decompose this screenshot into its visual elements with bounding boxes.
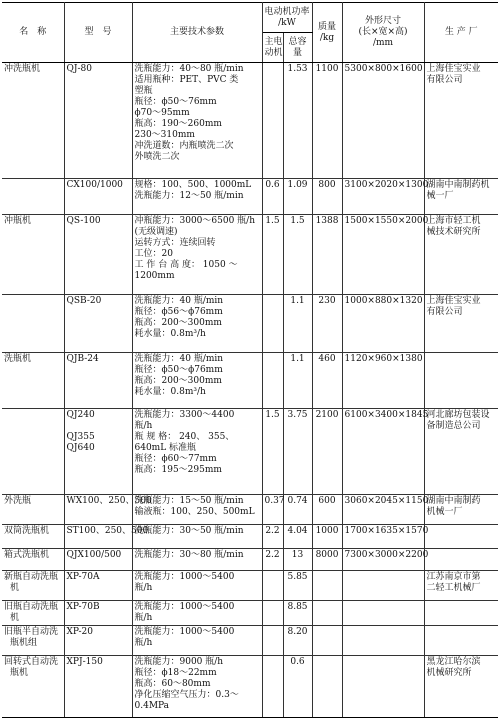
param-line: 工 作 台 高 度： 1050 ～ bbox=[134, 260, 238, 270]
header-mass-unit: /kg bbox=[319, 32, 335, 43]
param-line: 冲瓶能力：3000～6500 瓶/h bbox=[134, 216, 255, 226]
model-number bbox=[64, 571, 132, 601]
technical-params bbox=[132, 525, 262, 549]
manufacturer-line: 黑龙江哈尔滨 bbox=[426, 657, 481, 667]
dimensions: 5300×800×1600 bbox=[342, 63, 424, 179]
param-line: 耗水量：0.8m³/h bbox=[134, 329, 206, 339]
power-total: 1.09 bbox=[283, 179, 312, 215]
param-line: 规格：100、500、1000mL bbox=[134, 180, 252, 190]
param-line: 洗瓶能力：15～50 瓶/min bbox=[134, 496, 244, 506]
mass: 1100 bbox=[312, 63, 342, 179]
equipment-name bbox=[2, 409, 64, 495]
manufacturer bbox=[424, 656, 498, 718]
table-row bbox=[2, 656, 498, 718]
model-line: ST100、250、500 bbox=[66, 526, 149, 536]
technical-params bbox=[132, 295, 262, 353]
param-line: ϕ70～95mm bbox=[134, 108, 190, 118]
model-line: XP-20 bbox=[66, 627, 93, 637]
param-line: 瓶 规 格： 240、 355、 bbox=[134, 432, 235, 442]
model-number bbox=[64, 549, 132, 571]
param-line: 塑瓶 bbox=[134, 86, 153, 96]
manufacturer-line: 上海佳宝实业 bbox=[426, 296, 481, 306]
power-total: 8.20 bbox=[283, 626, 312, 656]
model-number bbox=[64, 495, 152, 525]
manufacturer bbox=[424, 601, 498, 626]
param-line: 净化压缩空气压力：0.3～ bbox=[134, 690, 239, 700]
mass bbox=[312, 571, 342, 601]
equipment-name bbox=[2, 295, 64, 353]
manufacturer-line: 江苏南京市第 bbox=[426, 572, 481, 582]
param-line: 工位：20 bbox=[134, 249, 173, 259]
mass: 800 bbox=[312, 179, 342, 215]
param-line: 瓶/h bbox=[134, 583, 153, 593]
manufacturer-line: 机械一厂 bbox=[426, 507, 463, 517]
table-row bbox=[2, 601, 498, 626]
param-line: 瓶径：ϕ50～ϕ76mm bbox=[134, 365, 223, 375]
header-mass-label: 质量 bbox=[318, 21, 337, 32]
header-dims-unit: /mm bbox=[372, 38, 394, 48]
header-power bbox=[262, 3, 312, 33]
power-total: 5.85 bbox=[283, 571, 312, 601]
power-total: 1.1 bbox=[283, 353, 312, 409]
param-line: 输液瓶：100、250、500mL bbox=[134, 507, 255, 517]
dimensions bbox=[342, 626, 424, 656]
header-dims-label: 外形尺寸 bbox=[365, 16, 402, 26]
manufacturer bbox=[424, 525, 498, 549]
table-row bbox=[2, 353, 498, 409]
param-line: 230～310mm bbox=[134, 130, 195, 140]
header-name: 名 称 bbox=[2, 3, 64, 63]
power-main-motor: 0.6 bbox=[262, 179, 283, 215]
header-power-main-line1: 主电 bbox=[264, 36, 283, 47]
power-total: 0.6 bbox=[283, 656, 312, 718]
technical-params bbox=[132, 409, 262, 495]
param-line: 瓶径：ϕ18～22mm bbox=[134, 668, 217, 678]
model-number bbox=[64, 295, 132, 353]
equipment-name: 新瓶自动洗瓶机 bbox=[2, 571, 64, 601]
table-row bbox=[2, 525, 498, 549]
power-total: 4.04 bbox=[283, 525, 312, 549]
param-line: 洗瓶能力：40 瓶/min bbox=[134, 296, 224, 306]
header-model: 型 号 bbox=[64, 3, 132, 63]
dimensions: 3100×2020×1300 bbox=[342, 179, 424, 215]
mass: 600 bbox=[312, 495, 342, 525]
param-line: 耗水量：0.8m³/h bbox=[134, 387, 206, 397]
equipment-name: 旧瓶半自动洗瓶机组 bbox=[2, 626, 64, 656]
header-dims-formula: (长×宽×高) bbox=[358, 27, 408, 37]
model-line: QJ240 bbox=[66, 410, 95, 420]
technical-params bbox=[132, 495, 262, 525]
param-line: 适用瓶种：PET、PVC 类 bbox=[134, 75, 239, 85]
power-main-motor bbox=[262, 601, 283, 626]
power-total: 1.1 bbox=[283, 295, 312, 353]
power-total: 0.74 bbox=[283, 495, 312, 525]
model-line: QJB-24 bbox=[66, 354, 99, 364]
param-line: 瓶/h bbox=[134, 638, 153, 648]
param-line: 洗瓶能力：9000 瓶/h bbox=[134, 657, 224, 667]
power-main-motor bbox=[262, 571, 283, 601]
power-main-motor: 0.37 bbox=[262, 495, 283, 525]
equipment-name: 洗瓶机 bbox=[2, 353, 64, 409]
model-line: QS-100 bbox=[66, 216, 101, 226]
model-line: QJ355 bbox=[66, 432, 95, 442]
table-row bbox=[2, 409, 498, 495]
param-line: 洗瓶能力：40 瓶/min bbox=[134, 354, 224, 364]
param-line: 洗瓶能力：3300～4400 bbox=[134, 410, 235, 420]
manufacturer bbox=[424, 215, 498, 295]
manufacturer bbox=[424, 495, 498, 525]
header-mass bbox=[312, 3, 342, 63]
dimensions: 1120×960×1380 bbox=[342, 353, 424, 409]
mass: 2100 bbox=[312, 409, 342, 495]
mass: 1000 bbox=[312, 525, 342, 549]
mass: 1388 bbox=[312, 215, 342, 295]
technical-params bbox=[132, 656, 262, 718]
table-row bbox=[2, 549, 498, 571]
equipment-name: 冲瓶机 bbox=[2, 215, 64, 295]
manufacturer bbox=[424, 571, 498, 601]
param-line: 瓶高：200～300mm bbox=[134, 376, 222, 386]
model-number bbox=[64, 63, 132, 179]
model-line: QSB-20 bbox=[66, 296, 102, 306]
technical-params bbox=[132, 63, 262, 179]
technical-params bbox=[132, 215, 262, 295]
table-header bbox=[2, 3, 498, 63]
param-line: 瓶/h bbox=[134, 421, 153, 431]
technical-params bbox=[132, 626, 262, 656]
model-line: XPJ-150 bbox=[66, 657, 103, 667]
equipment-name: 回转式自动洗瓶机 bbox=[2, 656, 64, 718]
power-main-motor: 1.5 bbox=[262, 409, 283, 495]
manufacturer-line: 河北廊坊包装设 bbox=[426, 410, 490, 420]
header-params: 主要技术参数 bbox=[132, 3, 262, 63]
param-line: 瓶径：ϕ60～77mm bbox=[134, 454, 217, 464]
mass: 460 bbox=[312, 353, 342, 409]
power-total: 13 bbox=[283, 549, 312, 571]
manufacturer-line: 有限公司 bbox=[426, 307, 463, 317]
model-number bbox=[64, 215, 132, 295]
header-power-unit: /kW bbox=[278, 17, 296, 28]
model-number bbox=[64, 601, 132, 626]
param-line: 外喷洗二次 bbox=[134, 152, 180, 162]
mass: 230 bbox=[312, 295, 342, 353]
param-line: 瓶径：ϕ56～ϕ76mm bbox=[134, 307, 223, 317]
param-line: 洗瓶能力：12～50 瓶/min bbox=[134, 191, 244, 201]
header-power-main-line2: 动机 bbox=[264, 47, 283, 58]
power-main-motor bbox=[262, 63, 283, 179]
param-line: 洗瓶能力：30～50 瓶/min bbox=[134, 526, 244, 536]
param-line: 0.4MPa bbox=[134, 701, 170, 711]
power-total: 8.85 bbox=[283, 601, 312, 626]
model-number bbox=[64, 179, 132, 215]
param-line: 运转方式：连续回转 bbox=[134, 238, 216, 248]
header-manufacturer: 生 产 厂 bbox=[424, 3, 498, 63]
manufacturer-line: 上海市轻工机 bbox=[426, 216, 481, 226]
mass bbox=[312, 656, 342, 718]
technical-params bbox=[132, 549, 262, 571]
manufacturer bbox=[424, 353, 498, 409]
model-number bbox=[64, 626, 132, 656]
equipment-name: 旧瓶自动洗瓶机 bbox=[2, 601, 64, 626]
dimensions bbox=[342, 571, 424, 601]
manufacturer bbox=[424, 549, 498, 571]
table-row bbox=[2, 295, 498, 353]
header-dims bbox=[342, 3, 424, 63]
table-row bbox=[2, 626, 498, 656]
header-power-main bbox=[262, 33, 283, 63]
param-line: 洗瓶能力：1000～5400 bbox=[134, 602, 235, 612]
manufacturer-line: 械一厂 bbox=[426, 191, 454, 201]
manufacturer-line: 湖南中南制药 bbox=[426, 496, 481, 506]
equipment-name: 箱式洗瓶机 bbox=[2, 549, 64, 571]
power-main-motor: 2.2 bbox=[262, 549, 283, 571]
model-line: XP-70B bbox=[66, 602, 100, 612]
table-row bbox=[2, 495, 498, 525]
technical-params bbox=[132, 601, 262, 626]
param-line: 瓶高：60～80mm bbox=[134, 679, 211, 689]
manufacturer bbox=[424, 63, 498, 179]
manufacturer bbox=[424, 409, 498, 495]
model-number bbox=[64, 353, 132, 409]
dimensions: 1000×880×1320 bbox=[342, 295, 424, 353]
technical-params bbox=[132, 571, 262, 601]
power-main-motor bbox=[262, 353, 283, 409]
power-total: 1.5 bbox=[283, 215, 312, 295]
dimensions: 3060×2045×1150 bbox=[342, 495, 424, 525]
model-line: XP-70A bbox=[66, 572, 100, 582]
param-line: 瓶高：190～260mm bbox=[134, 119, 222, 129]
power-main-motor bbox=[262, 626, 283, 656]
model-number bbox=[64, 656, 132, 718]
param-line: 瓶高：200～300mm bbox=[134, 318, 222, 328]
dimensions bbox=[342, 601, 424, 626]
power-main-motor: 2.2 bbox=[262, 525, 283, 549]
manufacturer bbox=[424, 626, 498, 656]
power-total: 1.53 bbox=[283, 63, 312, 179]
header-power-total: 总容量 bbox=[283, 33, 312, 63]
mass: 8000 bbox=[312, 549, 342, 571]
power-main-motor bbox=[262, 656, 283, 718]
dimensions: 6100×3400×1845 bbox=[342, 409, 424, 495]
equipment-name: 冲洗瓶机 bbox=[2, 63, 64, 179]
power-main-motor bbox=[262, 295, 283, 353]
param-line: 640mL 标准瓶 bbox=[134, 443, 197, 453]
param-line: 洗瓶能力：30～80 瓶/min bbox=[134, 550, 244, 560]
equipment-name: 外洗瓶 bbox=[2, 495, 64, 525]
table-row bbox=[2, 215, 498, 295]
equipment-name: 双筒洗瓶机 bbox=[2, 525, 64, 549]
model-line: QJX100/500 bbox=[66, 550, 122, 560]
equipment-name bbox=[2, 179, 64, 215]
model-spacer bbox=[67, 421, 130, 432]
param-line: 洗瓶能力：1000～5400 bbox=[134, 572, 235, 582]
model-line: CX100/1000 bbox=[66, 180, 123, 190]
mass bbox=[312, 626, 342, 656]
technical-params bbox=[132, 179, 262, 215]
table-row bbox=[2, 571, 498, 601]
technical-params bbox=[132, 353, 262, 409]
manufacturer-line: 上海佳宝实业 bbox=[426, 64, 481, 74]
manufacturer-line: 机械研究所 bbox=[426, 668, 472, 678]
power-total: 3.75 bbox=[283, 409, 312, 495]
dimensions bbox=[342, 656, 424, 718]
power-main-motor: 1.5 bbox=[262, 215, 283, 295]
param-line: 洗瓶能力：1000～5400 bbox=[134, 627, 235, 637]
param-line: 瓶高：195～295mm bbox=[134, 465, 222, 475]
manufacturer-line: 械技术研究所 bbox=[426, 227, 481, 237]
model-line: QJ640 bbox=[66, 443, 95, 453]
model-line: QJ-80 bbox=[66, 64, 92, 74]
param-line: 洗瓶能力：40～80 瓶/min bbox=[134, 64, 244, 74]
param-line: 冲洗道数：内瓶喷洗二次 bbox=[134, 141, 234, 151]
manufacturer-line: 湖南中南制药机 bbox=[426, 180, 490, 190]
table-row bbox=[2, 179, 498, 215]
param-line: (无级调速) bbox=[134, 227, 178, 237]
param-line: 1200mm bbox=[134, 271, 175, 281]
manufacturer bbox=[424, 295, 498, 353]
manufacturer-line: 二轻工机械厂 bbox=[426, 583, 481, 593]
dimensions: 1500×1550×2000 bbox=[342, 215, 424, 295]
manufacturer-line: 备制造总公司 bbox=[426, 421, 481, 431]
model-line: WX100、250、500 bbox=[66, 496, 152, 506]
model-number bbox=[64, 525, 149, 549]
param-line: 瓶径：ϕ50～76mm bbox=[134, 97, 217, 107]
dimensions: 1700×1635×1570 bbox=[342, 525, 424, 549]
manufacturer bbox=[424, 179, 498, 215]
table-body bbox=[2, 63, 498, 718]
model-number bbox=[64, 409, 132, 495]
header-power-label: 电动机功率 bbox=[264, 6, 310, 17]
manufacturer-line: 有限公司 bbox=[426, 75, 463, 85]
mass bbox=[312, 601, 342, 626]
dimensions: 7300×3000×2200 bbox=[342, 549, 424, 571]
equipment-spec-table bbox=[2, 2, 498, 718]
table-row bbox=[2, 63, 498, 179]
param-line: 瓶/h bbox=[134, 613, 153, 623]
